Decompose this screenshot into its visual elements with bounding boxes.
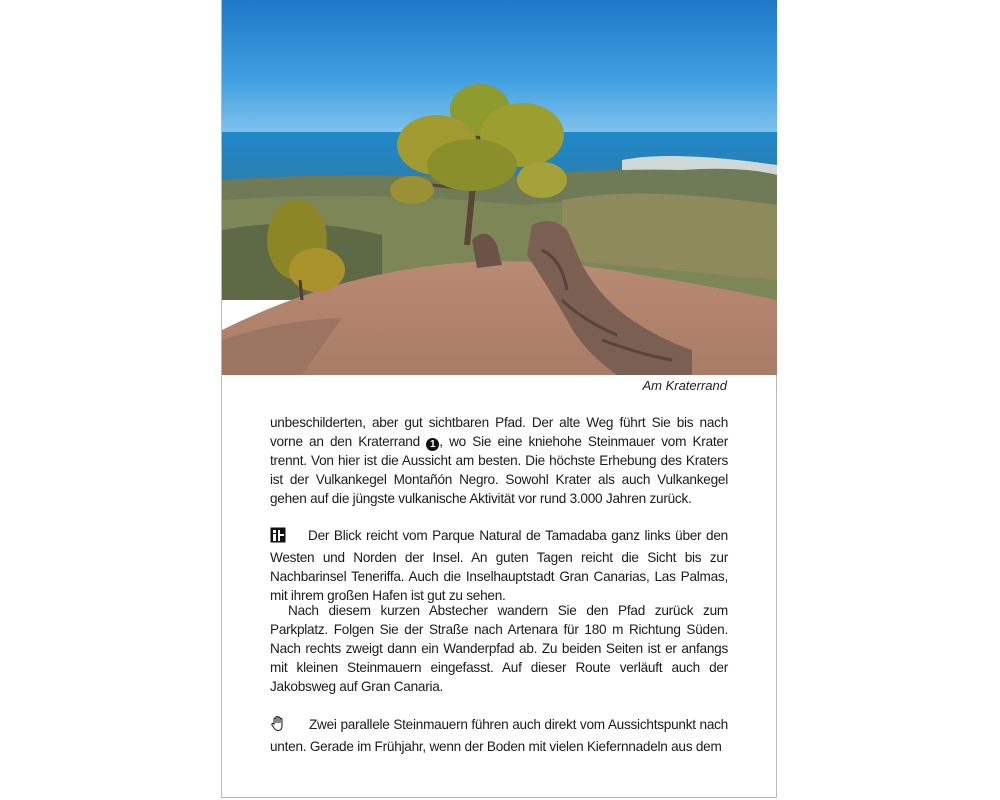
waypoint-marker: 1	[426, 438, 439, 451]
paragraph-tip-text: Zwei parallele Steinmauern führen auch direkt vom Aussichtspunkt nach unten. Gerade im Frühjahr, wenn der Boden mit vielen Kiefernnadeln aus dem	[270, 717, 728, 754]
paragraph-info-text: Der Blick reicht vom Parque Natural de Tamadaba ganz links über den Westen und Norden der Insel. An guten Tagen reicht die Sicht bis zur Nachbarinsel Teneriffa. Auch die Inselhauptstadt Gran Canarias, Las Palmas, mit ihrem großen Hafen ist gut zu sehen.	[270, 528, 728, 603]
landscape-photo	[222, 0, 777, 375]
paragraph-1	[270, 414, 728, 509]
paragraph-3: Nach diesem kurzen Abstecher wandern Sie den Pfad zurück zum Parkplatz. Folgen Sie der Straße nach Artenara für 180 m Richtung Süden. Nach rechts zweigt dann ein Wanderpfad ab. Zu beiden Seiten ist er anfangs mit kleinen Steinmauern eingefasst. Auf dieser Route verläuft auch der Jakobsweg auf Gran Canaria.	[270, 603, 728, 694]
book-page	[221, 0, 777, 798]
hand-icon	[270, 715, 287, 738]
paragraph-1-end: , wo Sie eine kniehohe Steinmauer vom Krater trennt. Von hier ist die Aussicht am besten. Die höchste Erhebung des Kraters ist der Vulkankegel Montañón Negro. Sowohl Krater als auch Vulkankegel gehen auf die jüngste vulkanische Aktivität vor rund 3.000 Jahren zurück.	[270, 433, 728, 506]
paragraph-1-start: unbeschilderten, aber gut sichtbaren Pfad. Der alte Weg führt Sie bis nach vorne an den Kraterrand	[270, 415, 728, 449]
photo-caption: Am Kraterrand	[642, 378, 727, 393]
paragraph-tip	[270, 715, 728, 757]
paragraph-info	[270, 527, 728, 606]
info-icon	[270, 527, 286, 549]
